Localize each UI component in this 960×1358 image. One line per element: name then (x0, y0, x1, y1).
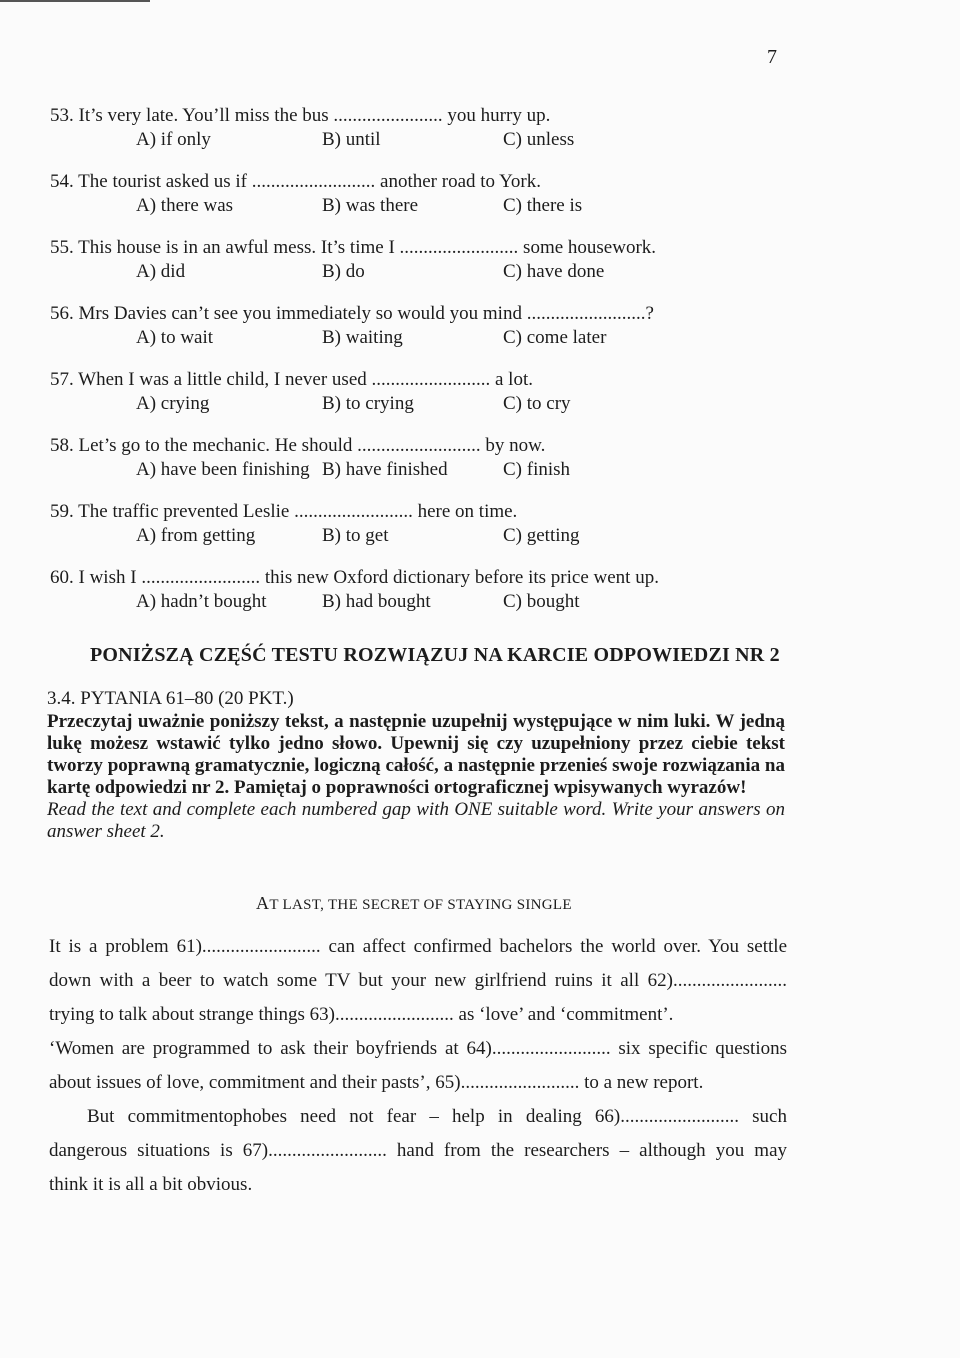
options-row (50, 128, 810, 152)
passage-line: down with a beer to watch some TV but your new girlfriend ruins it all 62)........................ (49, 970, 787, 991)
question-stem (50, 170, 810, 194)
answer-gap: .........................? (526, 303, 654, 324)
answer-gap: .......................... (357, 435, 481, 456)
stem-after: some housework. (523, 237, 657, 258)
option-b: B) had bought (322, 591, 431, 612)
passage-title-rest: T LAST, THE SECRET OF STAYING SINGLE (269, 897, 572, 913)
question-stem (50, 236, 810, 260)
question-stem (50, 368, 810, 392)
answer-gap: ......................... (141, 567, 261, 588)
option-a: A) crying (136, 393, 210, 414)
stem-before: 53. It’s very late. You’ll miss the bus (50, 105, 329, 126)
stem-before: 55. This house is in an awful mess. It’s time I (50, 237, 395, 258)
option-a: A) hadn’t bought (136, 591, 267, 612)
options-row (50, 326, 810, 350)
stem-before: 58. Let’s go to the mechanic. He should (50, 435, 353, 456)
question-stem (50, 566, 810, 590)
task-number: 3.4. PYTANIA 61–80 (20 PKT.) (47, 688, 294, 709)
option-c: C) getting (503, 525, 580, 546)
stem-before: 60. I wish I (50, 567, 137, 588)
options-row (50, 194, 810, 218)
options-row (50, 590, 810, 614)
question-60 (50, 566, 810, 614)
question-stem (50, 434, 810, 458)
question-stem (50, 302, 810, 326)
option-b: B) to get (322, 525, 389, 546)
section-heading: PONIŻSZĄ CZĘŚĆ TESTU ROZWIĄZUJ NA KARCIE ODPOWIEDZI NR 2 (90, 644, 780, 666)
option-b: B) have finished (322, 459, 448, 480)
answer-gap: .......................... (251, 171, 376, 192)
question-59 (50, 500, 810, 548)
instruction-english: Read the text and complete each numbered gap with ONE suitable word. Write your answers on answer sheet 2. (47, 799, 785, 842)
passage-text (49, 930, 787, 1202)
answer-gap: ....................... (333, 105, 443, 126)
option-c: C) come later (503, 327, 607, 348)
answer-gap: ......................... (371, 369, 491, 390)
stem-before: 59. The traffic prevented Leslie (50, 501, 290, 522)
passage-line: about issues of love, commitment and their pasts’, 65)......................... to a new report. (49, 1072, 704, 1093)
page-number: 7 (767, 46, 777, 68)
passage-line: It is a problem 61)......................... can affect confirmed bachelors the world over. You settle (49, 936, 787, 957)
stem-after: another road to York. (380, 171, 541, 192)
stem-before: 57. When I was a little child, I never used (50, 369, 367, 390)
option-b: B) to crying (322, 393, 414, 414)
options-row (50, 392, 810, 416)
option-b: B) was there (322, 195, 419, 216)
task-block (47, 687, 785, 843)
option-c: C) finish (503, 459, 571, 480)
options-row (50, 524, 810, 548)
question-55 (50, 236, 810, 284)
option-b: B) do (322, 261, 365, 282)
option-a: A) to wait (136, 327, 214, 348)
option-a: A) there was (136, 195, 234, 216)
instruction-polish: Przeczytaj uważnie poniższy tekst, a następnie uzupełnij występujące w nim luki. W jedną lukę możesz wstawić tylko jedno słowo. Upewnij się czy uzupełniony przez ciebie tekst tworzy poprawną gramatycznie, logiczną całość, a następnie przenieś swoje rozwiązania na kartę odpowiedzi nr 2. Pamiętaj o poprawności ortograficznej wpisywanych wyrazów! (47, 711, 785, 798)
answer-gap: ......................... (399, 237, 519, 258)
option-a: A) have been finishing (136, 459, 310, 480)
scan-edge-mark (0, 0, 150, 2)
stem-before: 54. The tourist asked us if (50, 171, 248, 192)
question-stem (50, 104, 810, 128)
option-c: C) have done (503, 261, 605, 282)
passage-line: trying to talk about strange things 63)......................... as ‘love’ and ‘commitment’. (49, 1004, 674, 1025)
passage-title-initial: A (256, 893, 270, 913)
option-b: B) until (322, 129, 381, 150)
option-a: A) from getting (136, 525, 256, 546)
stem-after: a lot. (495, 369, 533, 390)
stem-before: 56. Mrs Davies can’t see you immediately so would you mind (50, 303, 522, 324)
question-54 (50, 170, 810, 218)
question-56 (50, 302, 810, 350)
stem-after: here on time. (417, 501, 518, 522)
option-c: C) to cry (503, 393, 571, 414)
question-58 (50, 434, 810, 482)
options-row (50, 260, 810, 284)
passage-line: dangerous situations is 67)......................... hand from the researchers – although you may (49, 1140, 787, 1161)
option-c: C) there is (503, 195, 583, 216)
question-53 (50, 104, 810, 152)
answer-gap: ......................... (294, 501, 413, 522)
passage-line: But commitmentophobes need not fear – help in dealing 66)......................... such (87, 1106, 787, 1127)
options-row (50, 458, 810, 482)
option-a: A) if only (136, 129, 211, 150)
option-b: B) waiting (322, 327, 403, 348)
passage-line: think it is all a bit obvious. (49, 1174, 253, 1195)
question-57 (50, 368, 810, 416)
passage-title (256, 893, 572, 914)
stem-after: by now. (485, 435, 546, 456)
option-c: C) bought (503, 591, 580, 612)
stem-after: you hurry up. (447, 105, 551, 126)
questions-list (50, 104, 810, 632)
question-stem (50, 500, 810, 524)
passage-line: ‘Women are programmed to ask their boyfriends at 64)......................... six specific questions (49, 1038, 787, 1059)
stem-after: this new Oxford dictionary before its price went up. (264, 567, 659, 588)
option-c: C) unless (503, 129, 575, 150)
option-a: A) did (136, 261, 186, 282)
